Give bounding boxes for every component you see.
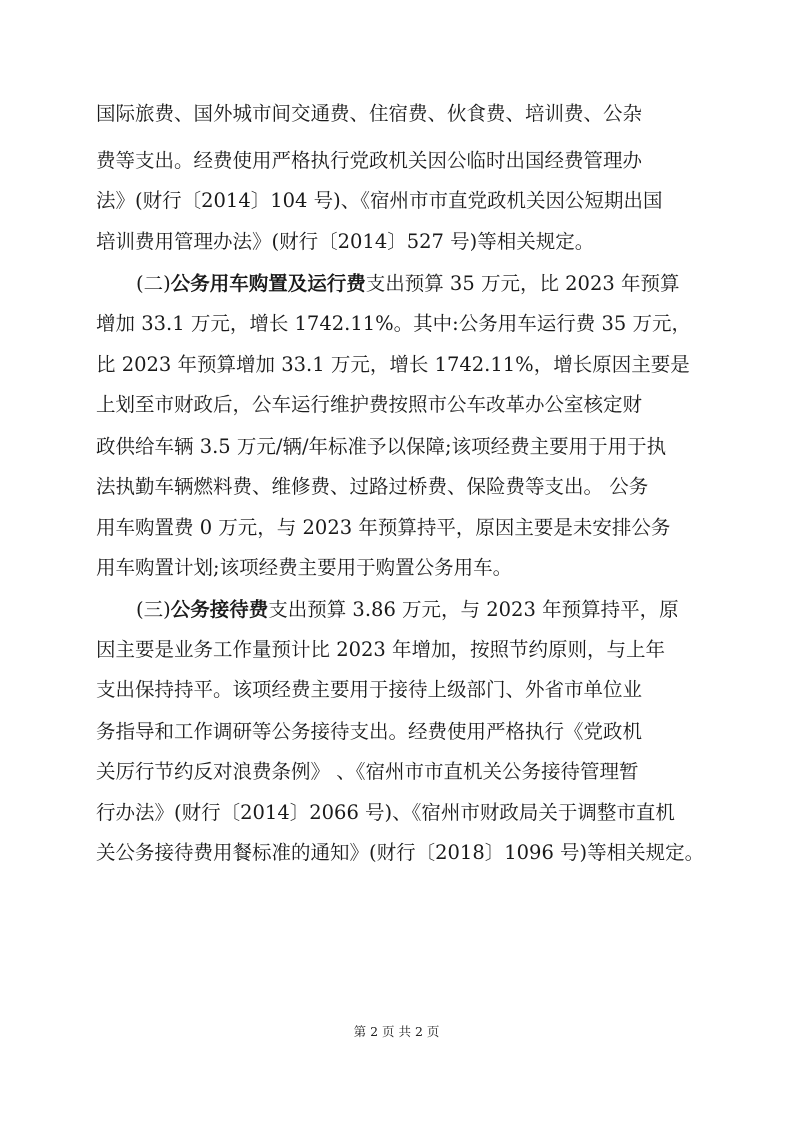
paragraph-2-line-2: 增加 33.1 万元，增长 1742.11%。其中:公务用车运行费 35 万元，: [96, 312, 691, 335]
paragraph-2-line-7: 用车购置费 0 万元，与 2023 年预算持平，原因主要是未安排公务: [96, 516, 671, 539]
paragraph-2-line-6: 法执勤车辆燃料费、维修费、过路过桥费、保险费等支出。 公务: [96, 475, 649, 498]
paragraph-3-line-2: 因主要是业务工作量预计比 2023 年增加，按照节约原则，与上年: [96, 638, 666, 661]
page-number-footer: 第 2 页 共 2 页: [353, 1024, 440, 1039]
paragraph-2-line-5: 政供给车辆 3.5 万元/辆/年标准予以保障;该项经费主要用于用于执: [96, 435, 667, 458]
paragraph-3-prefix: (三): [136, 598, 171, 621]
paragraph-3-line-7: 关公务接待费用餐标准的通知》(财行〔2018〕1096 号)等相关规定。: [96, 841, 705, 864]
paragraph-3-line-1: [136, 596, 696, 623]
paragraph-2-heading: 公务用车购置及运行费: [170, 272, 366, 295]
paragraph-2-line-4: 上划至市财政后，公车运行维护费按照市公车改革办公室核定财: [96, 393, 643, 416]
paragraph-3-line-3: 支出保持持平。该项经费主要用于接待上级部门、外省市单位业: [96, 678, 643, 701]
paragraph-1-line-1: 国际旅费、国外城市间交通费、住宿费、伙食费、培训费、公杂: [96, 102, 643, 125]
paragraph-3-line-6: 行办法》(财行〔2014〕2066 号)、《宿州市财政局关于调整市直机: [96, 801, 675, 824]
paragraph-2-line-8: 用车购置计划;该项经费主要用于购置公务用车。: [96, 556, 513, 579]
paragraph-1-line-3: 法》(财行〔2014〕104 号)、《宿州市市直党政机关因公短期出国: [96, 189, 663, 212]
paragraph-3-heading: 公务接待费: [170, 598, 269, 621]
paragraph-2-prefix: (二): [136, 272, 171, 295]
paragraph-3-line-5: 关厉行节约反对浪费条例》 、《宿州市市直机关公务接待管理暂: [96, 760, 639, 783]
paragraph-3-line-1-rest: 支出预算 3.86 万元，与 2023 年预算持平，原: [268, 598, 679, 621]
paragraph-3-line-4: 务指导和工作调研等公务接待支出。经费使用严格执行《党政机: [96, 720, 643, 743]
paragraph-2-line-1: [136, 270, 696, 297]
paragraph-1-line-4: 培训费用管理办法》(财行〔2014〕527 号)等相关规定。: [96, 230, 595, 253]
paragraph-2-line-3: 比 2023 年预算增加 33.1 万元，增长 1742.11%，增长原因主要是: [96, 353, 690, 376]
paragraph-1-line-2: 费等支出。经费使用严格执行党政机关因公临时出国经费管理办: [96, 149, 643, 172]
paragraph-2-line-1-rest: 支出预算 35 万元，比 2023 年预算: [365, 272, 680, 295]
